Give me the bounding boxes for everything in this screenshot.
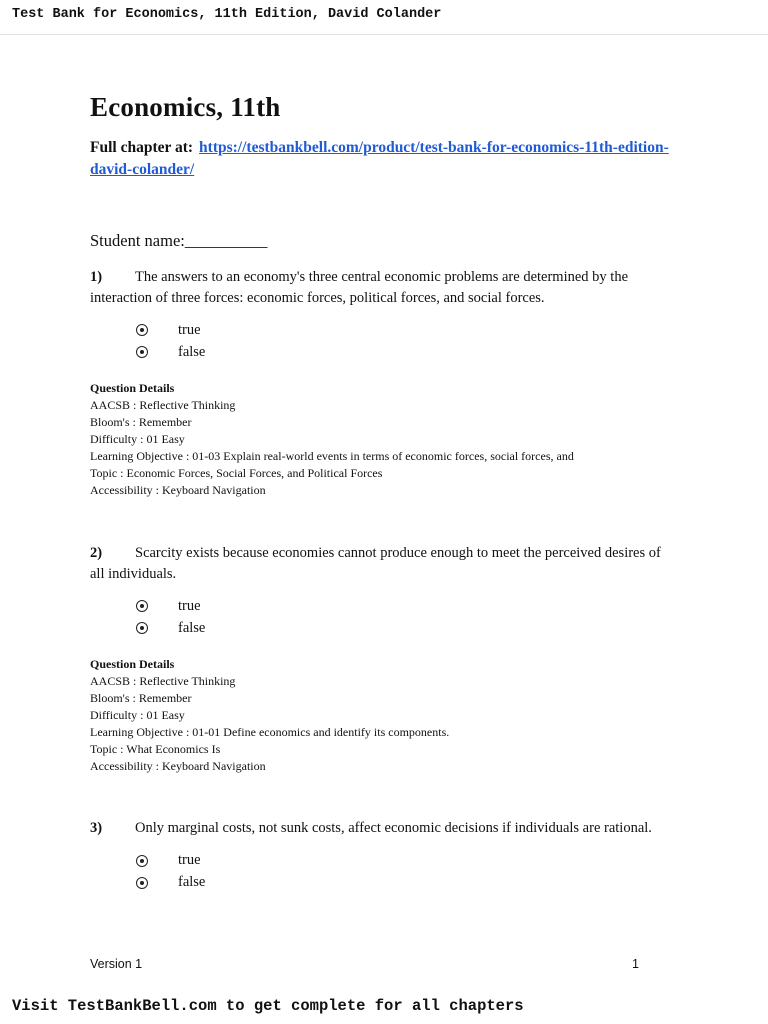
detail-line: Accessibility : Keyboard Navigation [90, 759, 266, 773]
full-chapter-line [90, 137, 690, 181]
question-2 [90, 543, 675, 775]
detail-line: Topic : Economic Forces, Social Forces, and Political Forces [90, 466, 383, 480]
option-label: true [178, 852, 201, 868]
radio-button-icon[interactable] [136, 877, 148, 889]
question-3-number: 3) [90, 820, 103, 836]
option-label: false [178, 874, 206, 890]
page-title: Economics, 11th [90, 92, 281, 122]
detail-line: Learning Objective : 01-03 Explain real-world events in terms of economic forces, social forces, and [90, 449, 574, 463]
question-1-option-false[interactable] [136, 341, 675, 363]
bottom-banner: Visit TestBankBell.com to get complete for all chapters [12, 997, 524, 1015]
detail-line: Difficulty : 01 Easy [90, 432, 185, 446]
detail-line: Accessibility : Keyboard Navigation [90, 483, 266, 497]
question-details-heading: Question Details [90, 657, 175, 671]
question-3-option-true[interactable] [136, 850, 675, 872]
student-name-field: Student name:__________ [90, 231, 268, 250]
question-2-number: 2) [90, 545, 103, 561]
question-2-option-false[interactable] [136, 617, 675, 639]
question-2-details [90, 656, 675, 775]
detail-line: Bloom's : Remember [90, 691, 192, 705]
footer-version: Version 1 [90, 957, 143, 971]
question-2-prompt: Scarcity exists because economies cannot produce enough to meet the perceived desires of all individuals. [90, 545, 661, 582]
option-label: false [178, 619, 206, 636]
full-chapter-link[interactable]: https://testbankbell.com/product/test-bank-for-economics-11th-edition-david-colander/ [90, 139, 669, 178]
radio-button-icon[interactable] [136, 324, 148, 336]
detail-line: AACSB : Reflective Thinking [90, 674, 236, 688]
option-label: true [178, 321, 201, 338]
detail-line: AACSB : Reflective Thinking [90, 398, 236, 412]
footer-page-number: 1 [632, 957, 639, 971]
question-1 [90, 267, 675, 499]
detail-line: Learning Objective : 01-01 Define economics and identify its components. [90, 725, 450, 739]
question-1-option-true[interactable] [136, 319, 675, 341]
question-3-text [90, 818, 675, 839]
radio-button-icon[interactable] [136, 600, 148, 612]
question-details-heading: Question Details [90, 381, 175, 395]
question-3-options [136, 850, 675, 894]
question-3-option-false[interactable] [136, 872, 675, 894]
option-label: false [178, 343, 206, 360]
question-3 [90, 818, 675, 894]
detail-line: Difficulty : 01 Easy [90, 708, 185, 722]
question-1-options [136, 319, 675, 363]
full-chapter-label: Full chapter at: [90, 139, 194, 156]
top-banner-text: Test Bank for Economics, 11th Edition, David Colander [12, 7, 442, 22]
question-1-number: 1) [90, 269, 103, 285]
question-1-prompt: The answers to an economy's three central economic problems are determined by the interaction of three forces: economic forces, political forces, and social forces. [90, 269, 629, 306]
question-2-text [90, 543, 675, 584]
radio-button-icon[interactable] [136, 622, 148, 634]
question-1-details [90, 380, 675, 499]
question-1-text [90, 267, 675, 308]
radio-button-icon[interactable] [136, 346, 148, 358]
detail-line: Bloom's : Remember [90, 415, 192, 429]
option-label: true [178, 597, 201, 614]
question-2-options [136, 595, 675, 639]
detail-line: Topic : What Economics Is [90, 742, 221, 756]
question-2-option-true[interactable] [136, 595, 675, 617]
radio-button-icon[interactable] [136, 855, 148, 867]
top-banner [0, 0, 768, 35]
question-3-prompt: Only marginal costs, not sunk costs, affect economic decisions if individuals are rational. [135, 820, 652, 836]
